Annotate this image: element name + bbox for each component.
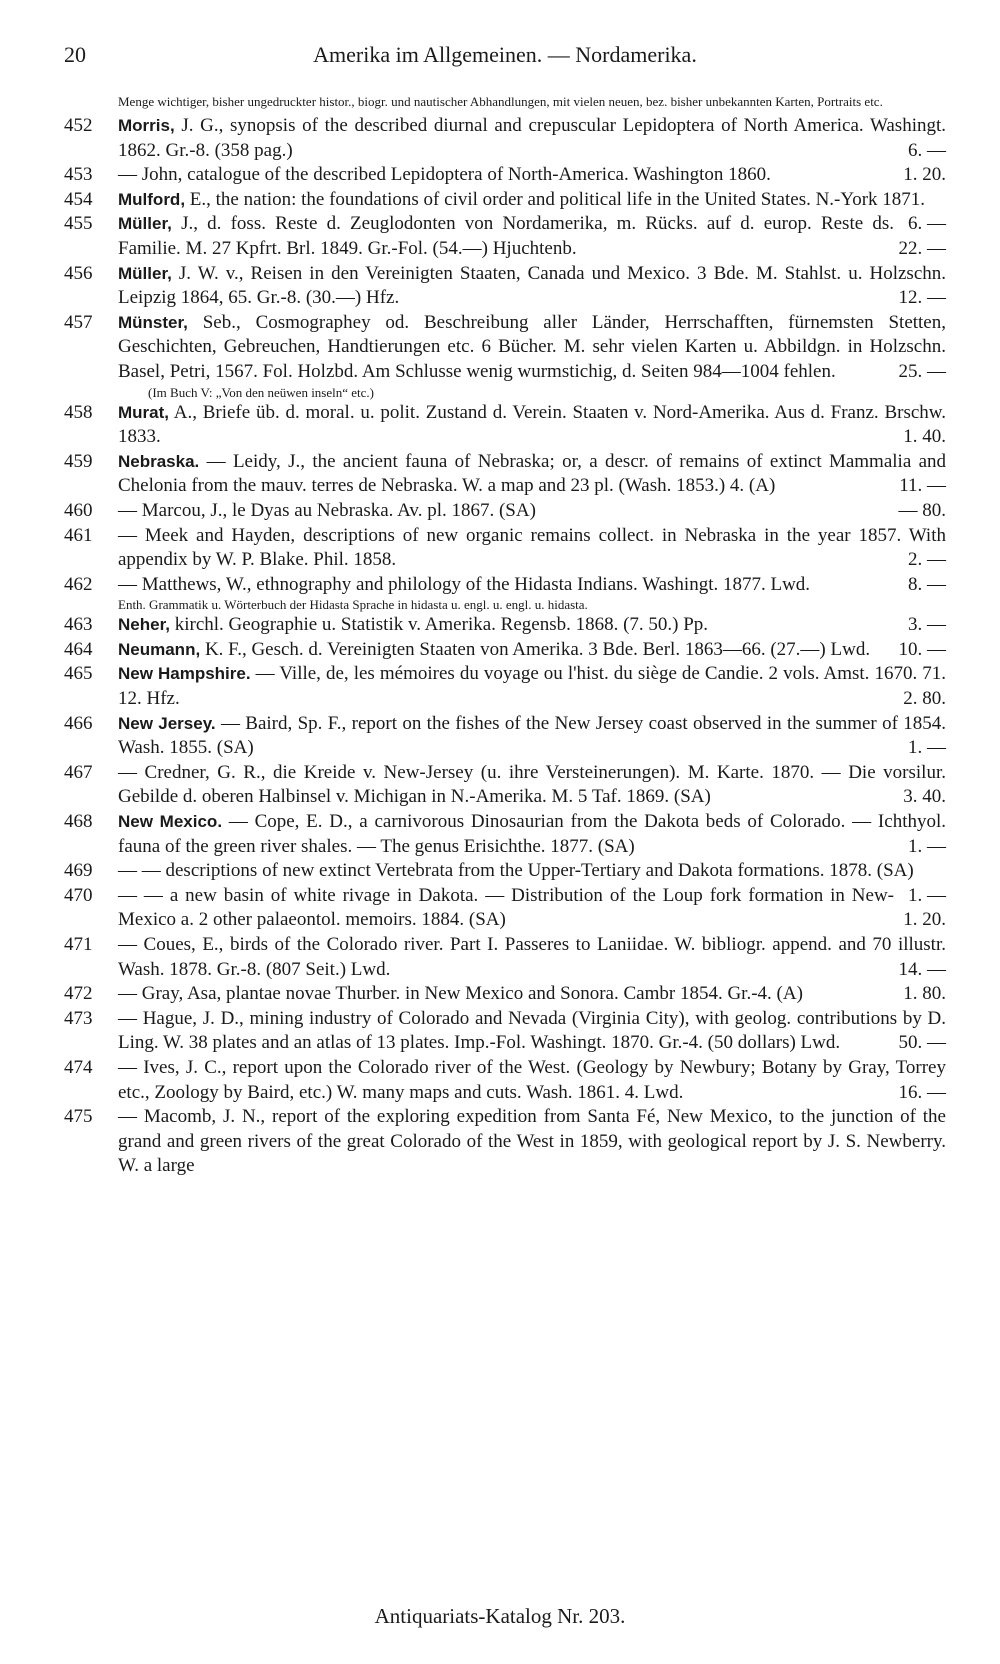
catalog-entry <box>64 662 946 711</box>
entry-text: K. F., Gesch. d. Vereinigten Staaten von Amerika. 3 Bde. Berl. 1863—66. (27.—) Lwd. <box>204 638 871 660</box>
entry-number: 474 <box>64 1056 93 1078</box>
entry-number: 458 <box>64 401 93 423</box>
entry-text: — Coues, E., birds of the Colorado river. Part I. Passeres to Laniidae. W. bibliogr. append. and 70 illustr. Wash. 1878. Gr.-8. (807 Seit.) Lwd. <box>118 934 946 980</box>
entry-price: 22. — <box>898 237 946 259</box>
catalog-entry <box>64 712 946 761</box>
catalog-entry <box>64 1007 946 1056</box>
entry-heading: Mulford, <box>118 189 186 209</box>
entry-number: 455 <box>64 213 93 235</box>
entry-text: — Macomb, J. N., report of the exploring expedition from Santa Fé, New Mexico, to the junction of the grand and green rivers of the great Colorado of the West in 1859, with geological report by J. S. Newberry. W. a large <box>118 1106 946 1177</box>
entry-number: 473 <box>64 1007 93 1029</box>
entry-text: E., the nation: the foundations of civil order and political life in the United States. N.-York 1871. <box>189 188 926 210</box>
catalog-entry <box>64 810 946 859</box>
entry-price: 2. — <box>908 549 946 571</box>
page-number: 20 <box>64 42 86 67</box>
catalog-entries <box>64 114 946 1179</box>
catalog-entry <box>64 212 946 261</box>
entry-text: — Hague, J. D., mining industry of Colorado and Nevada (Virginia City), with geolog. contributions by D. Ling. W. 38 plates and an atlas of 13 plates. Imp.-Fol. Washingt. 1870. Gr.-4. (50 dollars) Lwd. <box>118 1007 946 1054</box>
entry-price: 1. — <box>908 835 946 857</box>
entry-heading: New Mexico. <box>118 812 223 832</box>
entry-number: 456 <box>64 262 93 284</box>
entry-heading: Müller, <box>118 263 172 283</box>
entry-heading: New Hampshire. <box>118 664 251 684</box>
catalog-entry <box>64 933 946 982</box>
entry-number: 462 <box>64 573 93 595</box>
page-header <box>64 42 946 82</box>
entry-number: 465 <box>64 663 93 685</box>
entry-price: 1. — <box>908 737 946 759</box>
entry-note: (Im Buch V: „Von den neüwen inseln“ etc.) <box>148 384 374 400</box>
entry-number: 463 <box>64 614 93 636</box>
entry-text: — John, catalogue of the described Lepidoptera of North-America. Washington 1860. <box>118 164 771 186</box>
entry-text: — Matthews, W., ethnography and philology of the Hidasta Indians. Washingt. 1877. Lwd. <box>118 573 811 595</box>
catalog-entry <box>64 262 946 311</box>
entry-text: kirchl. Geographie u. Statistik v. Amerika. Regensb. 1868. (7. 50.) Pp. <box>174 614 709 636</box>
entry-heading: Morris, <box>118 116 175 135</box>
entry-text: — Baird, Sp. F., report on the fishes of the New Jersey coast observed in the summer of 1854. Wash. 1855. (SA) <box>118 712 947 759</box>
entry-text: — — a new basin of white rivage in Dakota. — Distribution of the Loup fork formation in New-Mexico a. 2 other palaeontol. memoirs. 1884. (SA) <box>118 884 894 931</box>
catalog-entry <box>64 450 946 499</box>
entry-price: 25. — <box>898 360 946 382</box>
entry-number: 454 <box>64 188 93 210</box>
entry-price: 1. 20. <box>903 909 946 931</box>
catalog-entry <box>64 638 946 663</box>
entry-text: J., d. foss. Reste d. Zeuglodonten von Nordamerika, m. Rücks. auf d. europ. Reste ds. Familie. M. 27 Kpfrt. Brl. 1849. Gr.-Fol. (54.—) Hjuchtenb. <box>118 213 895 259</box>
entry-text: — Ville, de, les mémoires du voyage ou l'hist. du siège de Candie. 2 vols. Amst. 1670. 71. 12. Hfz. <box>118 663 947 710</box>
catalog-entry <box>64 1056 946 1105</box>
entry-price: 1. 80. <box>903 983 946 1005</box>
entry-price: 3. 40. <box>903 786 946 808</box>
entry-number: 457 <box>64 311 93 333</box>
entry-price: 16. — <box>898 1081 946 1103</box>
entry-heading: Müller, <box>118 214 172 234</box>
entry-price: 10. — <box>898 638 946 660</box>
entry-number: 467 <box>64 761 93 783</box>
entry-price: 2. 80. <box>903 688 946 710</box>
entry-heading: Murat, <box>118 402 169 422</box>
entry-text: — Credner, G. R., die Kreide v. New-Jersey (u. ihre Versteinerungen). M. Karte. 1870. — Die vorsilur. Gebilde d. oberen Halbinsel v. Michigan in N.-Amerika. M. 5 Taf. 1869. (SA) <box>118 761 946 808</box>
entry-number: 469 <box>64 860 93 882</box>
entry-number: 472 <box>64 983 93 1005</box>
entry-text: J. G., synopsis of the described diurnal and crepuscular Lepidoptera of North America. Washingt. 1862. Gr.-8. (358 pag.) <box>118 115 947 161</box>
entry-text: — Cope, E. D., a carnivorous Dinosaurian from the Dakota beds of Colorado. — Ichthyol. fauna of the green river shales. — The genus Erisichthe. 1877. (SA) <box>118 811 947 857</box>
entry-price: 8. — <box>908 573 946 595</box>
entry-number: 475 <box>64 1106 93 1128</box>
entry-text: — Leidy, J., the ancient fauna of Nebraska; or, a descr. of remains of extinct Mammalia and Chelonia from the mauv. terres de Nebraska. W. a map and 23 pl. (Wash. 1853.) 4. (A) <box>118 450 947 497</box>
entry-note: Enth. Grammatik u. Wörterbuch der Hidasta Sprache in hidasta u. engl. u. engl. u. hidasta. <box>118 597 588 613</box>
entry-text: — Marcou, J., le Dyas au Nebraska. Av. pl. 1867. (SA) <box>118 499 536 521</box>
entry-number: 460 <box>64 499 93 521</box>
entry-number: 470 <box>64 884 93 906</box>
catalog-entry <box>64 499 946 524</box>
entry-heading: Neher, <box>118 615 170 635</box>
catalog-entry <box>64 613 946 638</box>
entry-text: — — descriptions of new extinct Vertebrata from the Upper-Tertiary and Dakota formations. 1878. (SA) <box>118 860 914 882</box>
entry-text: — Gray, Asa, plantae novae Thurber. in New Mexico and Sonora. Cambr 1854. Gr.-4. (A) <box>118 983 803 1005</box>
continued-entry-text: Menge wichtiger, bisher ungedruckter histor., biogr. und nautischer Abhandlungen, mit vielen neuen, bez. bisher unbekannten Karten, Portraits etc. <box>118 94 883 109</box>
entry-text: — Ives, J. C., report upon the Colorado river of the West. (Geology by Newbury; Botany by Gray, Torrey etc., Zoology by Baird, etc.) W. many maps and cuts. Wash. 1861. 4. Lwd. <box>118 1056 946 1103</box>
catalog-entry <box>64 1105 946 1179</box>
entry-text: J. W. v., Reisen in den Vereinigten Staaten, Canada und Mexico. 3 Bde. M. Stahlst. u. Holzschn. Leipzig 1864, 65. Gr.-8. (30.—) Hfz. <box>118 262 946 309</box>
entry-price: 11. — <box>899 475 946 497</box>
catalog-entry <box>64 114 946 163</box>
entry-price: 12. — <box>898 287 946 309</box>
entry-price: 50. — <box>898 1032 946 1054</box>
entry-number: 466 <box>64 712 93 734</box>
running-title: Amerika im Allgemeinen. — Nordamerika. <box>313 42 697 67</box>
entry-number: 453 <box>64 164 93 186</box>
catalog-entry <box>64 163 946 188</box>
catalog-entry <box>64 524 946 573</box>
catalog-entry <box>64 982 946 1007</box>
catalog-entry <box>64 401 946 450</box>
entry-price: 6. — <box>908 213 946 235</box>
entry-heading: Neumann, <box>118 639 201 659</box>
entry-number: 459 <box>64 450 93 472</box>
entry-text: — Meek and Hayden, descriptions of new organic remains collect. in Nebraska in the year 1857. With appendix by W. P. Blake. Phil. 1858. <box>118 524 946 571</box>
entry-price: 14. — <box>898 958 946 980</box>
entry-number: 461 <box>64 524 93 546</box>
entry-heading: Münster, <box>118 312 188 332</box>
entry-number: 468 <box>64 811 93 833</box>
catalog-entry <box>64 573 946 614</box>
entry-text: Seb., Cosmographey od. Beschreibung aller Länder, Herrschafften, fürnemsten Stetten, Geschichten, Gebreuchen, Handtierungen etc. 6 Bücher. M. sehr vielen Karten u. Abbildgn. in Holzschn. Basel, Petri, 1567. Fol. Holzbd. Am Schlusse wenig wurmstichig, d. Seiten 984—1004 fehlen. <box>118 311 946 382</box>
entry-heading: New Jersey. <box>118 713 216 733</box>
entry-price: — 80. <box>898 499 946 521</box>
entry-text: A., Briefe üb. d. moral. u. polit. Zustand d. Verein. Staaten v. Nord-Amerika. Aus d. Franz. Brschw. 1833. <box>118 401 947 448</box>
catalog-entry <box>64 311 946 401</box>
entry-price: 6. — <box>908 139 946 161</box>
entry-price: 1. 40. <box>903 426 946 448</box>
entry-number: 471 <box>64 934 93 955</box>
entry-heading: Nebraska. <box>118 451 200 471</box>
entry-price: 1. 20. <box>903 164 946 186</box>
entry-price: 3. — <box>908 614 946 636</box>
entry-price: 1. — <box>908 884 946 906</box>
catalog-entry <box>64 884 946 933</box>
entry-number: 464 <box>64 638 93 660</box>
catalog-entry <box>64 761 946 810</box>
catalog-footer: Antiquariats-Katalog Nr. 203. <box>374 1604 626 1628</box>
entry-number: 452 <box>64 115 93 136</box>
